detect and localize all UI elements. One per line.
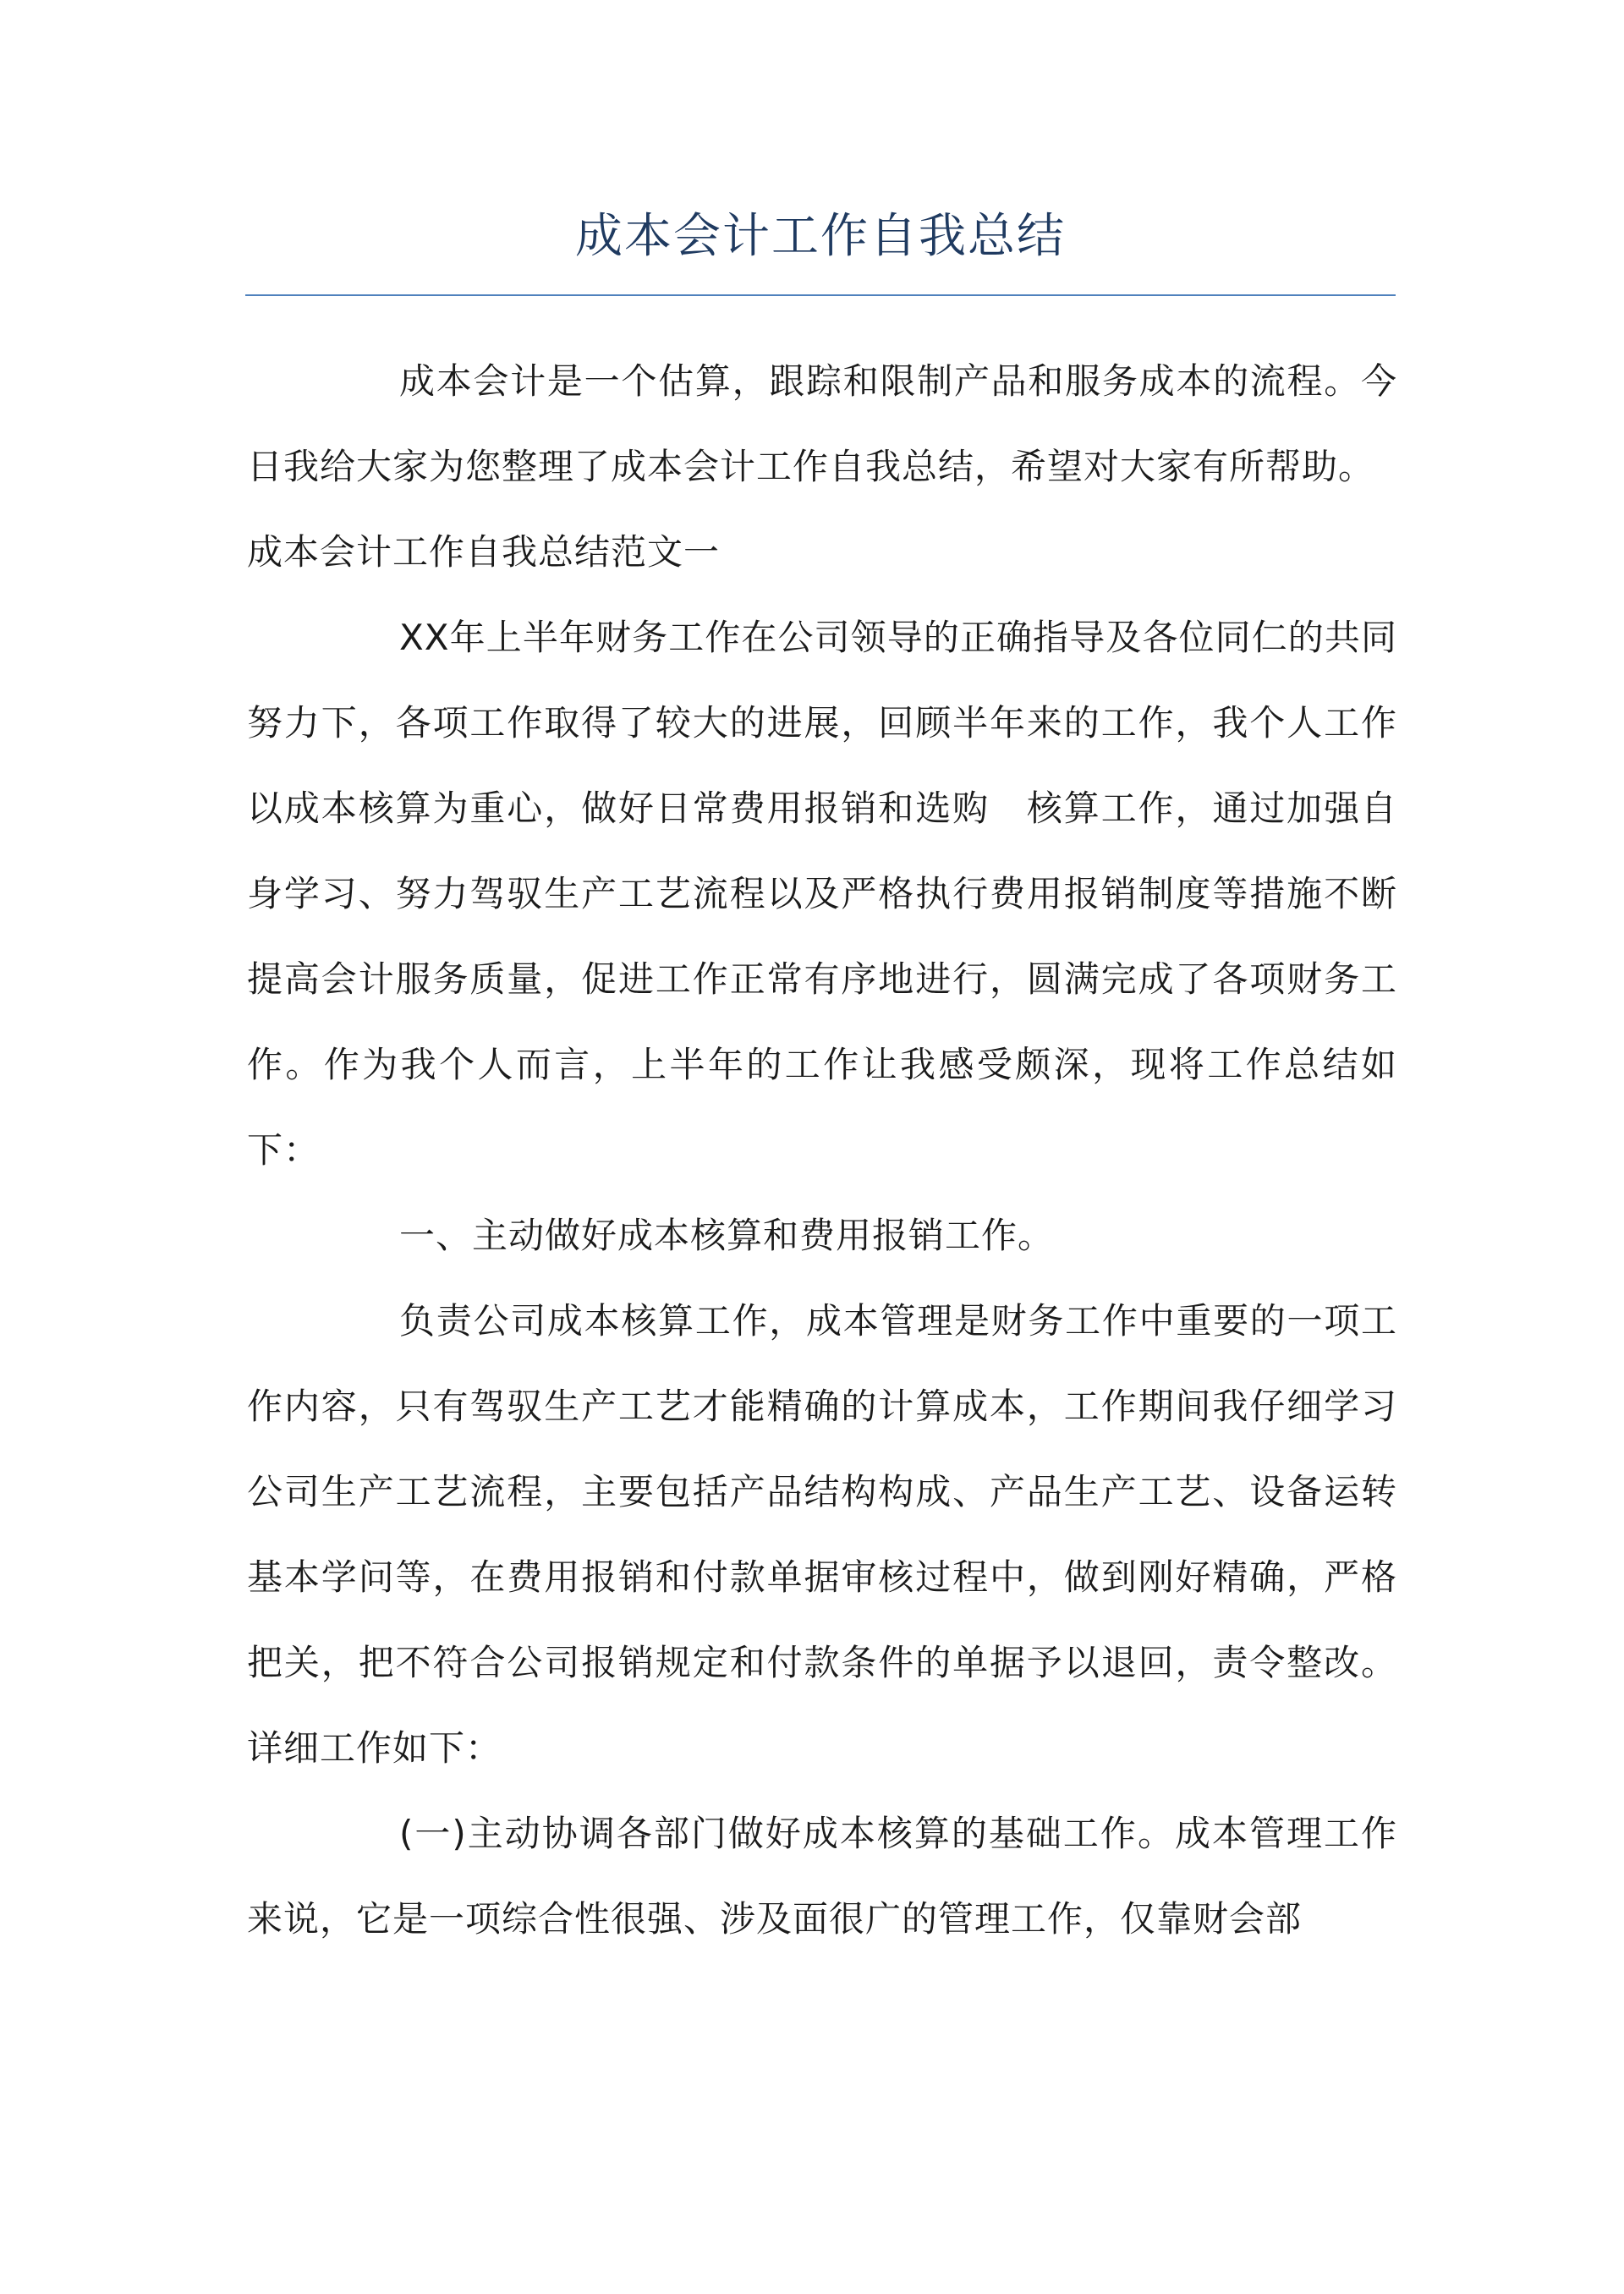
title-underline — [245, 294, 1396, 296]
paragraph-overview: XX年上半年财务工作在公司领导的正确指导及各位同仁的共同努力下，各项工作取得了较大的进展，回顾半年来的工作，我个人工作以成本核算为重心，做好日常费用报销和选购 核算工作，通过加强自身学习、努力驾驭生产工艺流程以及严格执行费用报销制度等措施不断提高会计服务质量，促进工作正常有序地进行，圆满完成了各项财务工作。作为我个人而言，上半年的工作让我感受颇深，现将工作总结如下： — [247, 617, 1397, 1171]
paragraph-intro: 成本会计是一个估算，跟踪和限制产品和服务成本的流程。今日我给大家为您整理了成本会计工作自我总结，希望对大家有所帮助。 — [247, 360, 1397, 487]
paragraph-coordination: (一)主动协调各部门做好成本核算的基础工作。成本管理工作来说，它是一项综合性很强、涉及面很广的管理工作，仅靠财会部 — [247, 1813, 1397, 1940]
document-title: 成本会计工作自我总结 — [575, 209, 1066, 264]
section-heading: 成本会计工作自我总结范文一 — [247, 531, 721, 573]
paragraph-cost-management: 负责公司成本核算工作，成本管理是财务工作中重要的一项工作内容，只有驾驭生产工艺才能精确的计算成本，工作期间我仔细学习公司生产工艺流程，主要包括产品结构构成、产品生产工艺、设备运转基本学问等，在费用报销和付款单据审核过程中，做到刚好精确，严格把关，把不符合公司报销规定和付款条件的单据予以退回，责令整改。详细工作如下： — [247, 1300, 1397, 1769]
subheading-cost-accounting: 一、主动做好成本核算和费用报销工作。 — [399, 1215, 1055, 1256]
document-body — [247, 338, 1397, 1962]
